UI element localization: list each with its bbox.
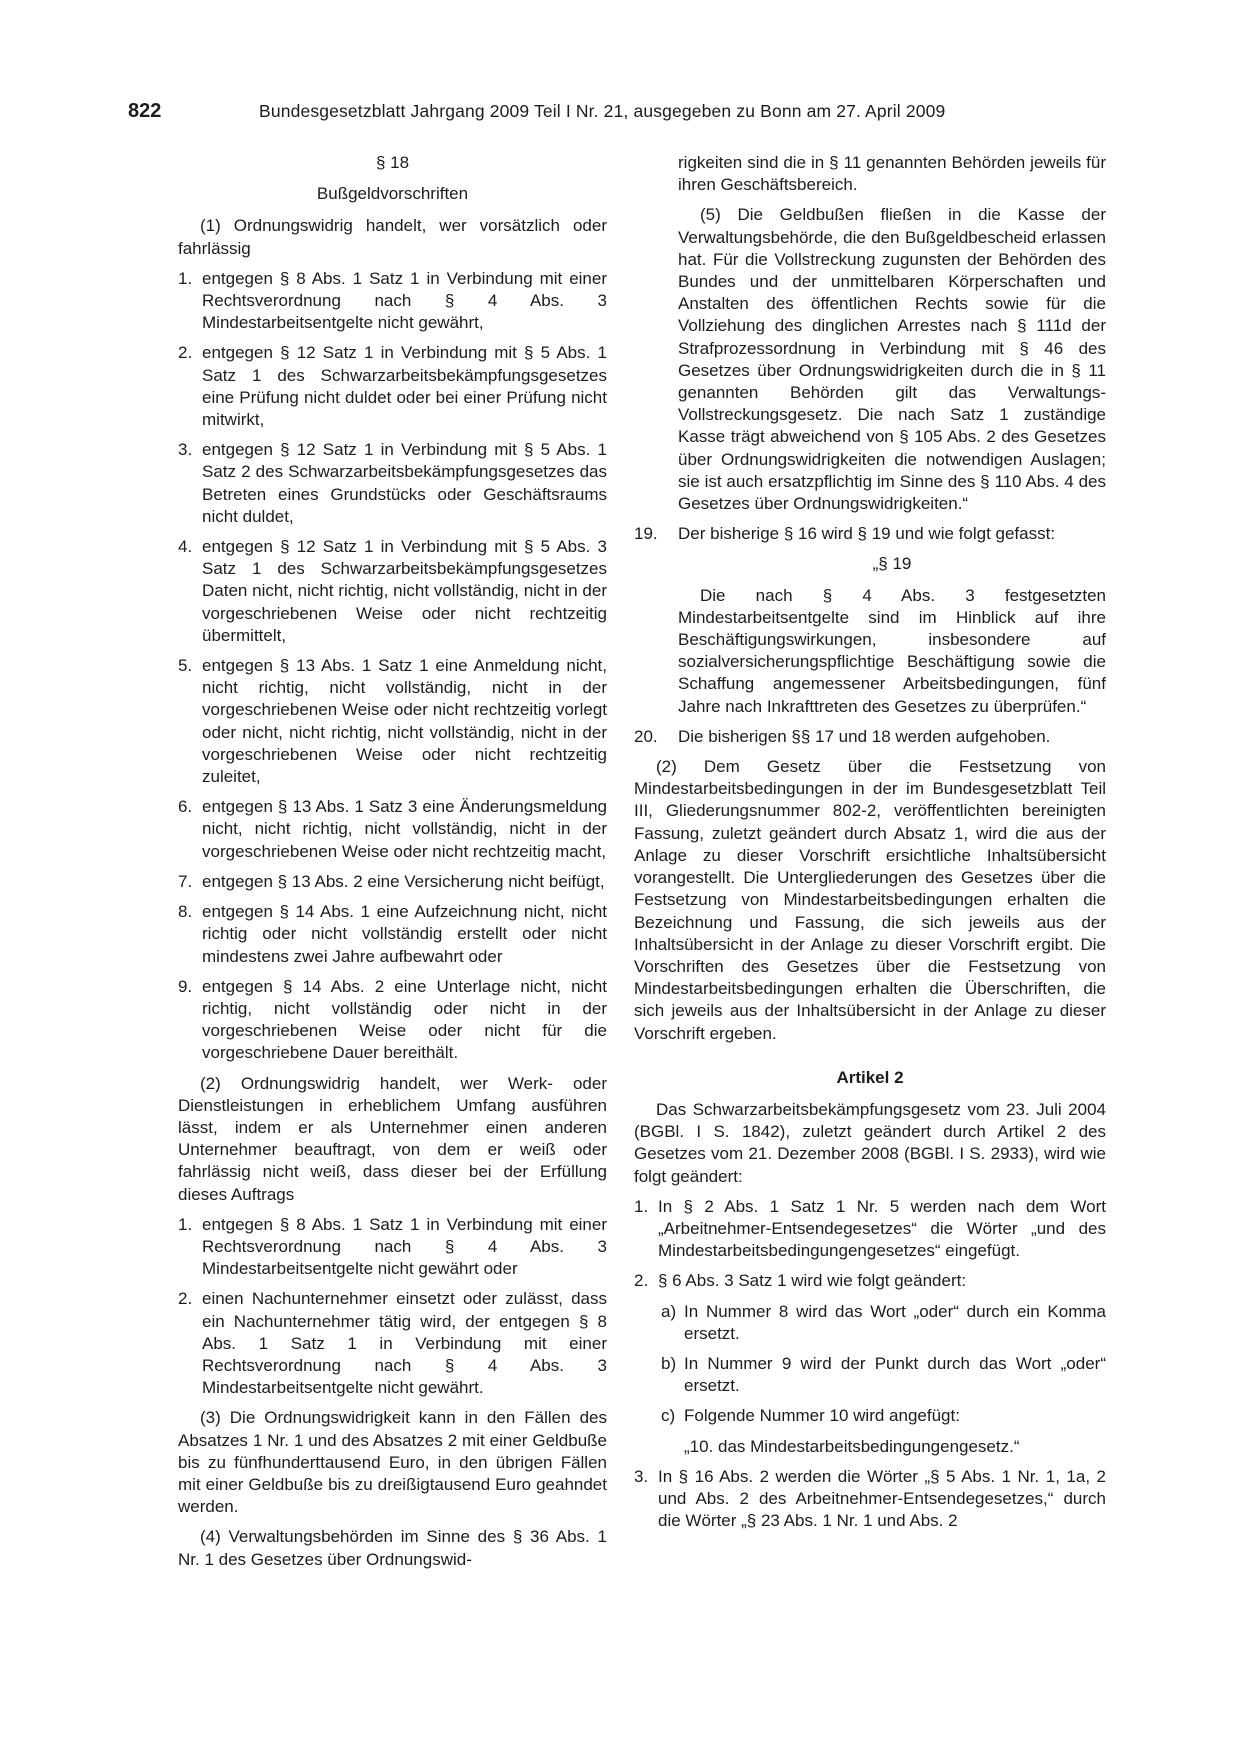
list-item-number: 2. — [178, 1289, 193, 1309]
item-18-block — [634, 152, 1106, 515]
paragraph-1-intro: (1) Ordnungswidrig handelt, wer vorsätzlich oder fahrlässig — [178, 216, 607, 258]
paragraph-2-list — [178, 1214, 607, 1400]
list-item-text: entgegen § 14 Abs. 1 eine Aufzeichnung nicht, nicht richtig oder nicht vollständig erstellt oder nicht mindestens zwei Jahre aufbewahrt oder — [202, 902, 607, 966]
list-item-number: 7. — [178, 871, 193, 891]
list-item — [178, 342, 607, 431]
list-item-text: entgegen § 12 Satz 1 in Verbindung mit § 5 Abs. 1 Satz 2 des Schwarzarbeitsbekämpfungsgesetzes das Betreten eines Grundstücks oder Geschäftsraums nicht duldet, — [202, 440, 607, 526]
list-item — [178, 901, 607, 968]
left-column — [178, 152, 607, 1579]
list-item — [178, 536, 607, 647]
list-item-number: 1. — [178, 268, 193, 288]
list-item — [178, 1288, 607, 1399]
sub-item-text: Folgende Nummer 10 wird angefügt: — [684, 1406, 960, 1426]
list-item-text: In § 2 Abs. 1 Satz 1 Nr. 5 werden nach dem Wort „Arbeitnehmer-Entsendegesetzes“ die Wörter „und des Mindestarbeitsbedingungengesetzes“ eingefügt. — [658, 1196, 1106, 1261]
paragraph-4: (4) Verwaltungsbehörden im Sinne des § 36 Abs. 1 Nr. 1 des Gesetzes über Ordnungswid- — [178, 1527, 607, 1569]
paragraph-1-list — [178, 268, 607, 1065]
page-number: 822 — [128, 100, 162, 122]
article-item-1 — [634, 1196, 1106, 1263]
list-item-text: entgegen § 14 Abs. 2 eine Unterlage nicht, nicht richtig, nicht vollständig oder nicht in der vorgeschriebenen Weise oder nicht für die vorgeschriebene Dauer bereithält. — [202, 976, 607, 1063]
sub-item-text: In Nummer 9 wird der Punkt durch das Wort „oder“ ersetzt. — [684, 1353, 1106, 1396]
list-item-text: § 6 Abs. 3 Satz 1 wird wie folgt geändert: — [658, 1271, 967, 1291]
list-item — [178, 871, 607, 893]
list-item-number: 4. — [178, 537, 193, 557]
list-item-number: 3. — [178, 440, 193, 460]
sub-item-letter: b) — [661, 1353, 677, 1373]
paragraph-5: (5) Die Geldbußen fließen in die Kasse der Verwaltungsbehörde, die den Bußgeldbescheid erlassen hat. Für die Vollstreckung zugunsten der Behörden des Bundes und der unmittelbaren Körperschaften und Anstalten des öffentlichen Rechts sowie für die Vollziehung des dinglichen Arrestes nach § 111d der Strafprozessordnung in Verbindung mit § 46 des Gesetzes über Ordnungswidrigkeiten durch die in § 11 genannten Behörden gilt das Verwaltungs-Vollstreckungsgesetz. Die nach Satz 1 zuständige Kasse trägt abweichend von § 105 Abs. 2 des Gesetzes über Ordnungswidrigkeiten die notwendigen Auslagen; sie ist auch ersatzpflichtig im Sinne des § 110 Abs. 4 des Gesetzes über Ordnungswidrigkeiten.“ — [678, 205, 1106, 514]
amendment-item-19 — [634, 523, 1106, 545]
list-item-text: entgegen § 12 Satz 1 in Verbindung mit § 5 Abs. 1 Satz 1 des Schwarzarbeitsbekämpfungsgesetzes eine Prüfung nicht duldet oder bei einer Prüfung nicht mitwirkt, — [202, 343, 607, 430]
sub-item-a — [634, 1301, 1106, 1345]
list-item-text: entgegen § 13 Abs. 1 Satz 3 eine Änderungsmeldung nicht, nicht richtig, nicht vollständig, nicht in der vorgeschriebenen Weise oder nicht rechtzeitig macht, — [202, 797, 607, 861]
section-title: Bußgeldvorschriften — [316, 184, 469, 204]
list-item — [178, 796, 607, 863]
list-item-number: 6. — [178, 797, 193, 817]
list-item — [178, 1214, 607, 1281]
sub-item-letter: a) — [661, 1301, 677, 1321]
paragraph-abs-2: (2) Dem Gesetz über die Festsetzung von Mindestarbeitsbedingungen in der im Bundesgesetzblatt Teil III, Gliederungsnummer 802-2, veröffentlichten bereinigten Fassung, zuletzt geändert durch Absatz 1, wird die aus der Anlage zu dieser Vorschrift ersichtliche Inhaltsübersicht vorangestellt. Die Untergliederungen des Gesetzes über die Festsetzung von Mindestarbeitsbedingungen erhalten die Bezeichnung und Fassung, die sich jeweils aus der Inhaltsübersicht in der Anlage zu dieser Vorschrift ergibt. Die Vorschriften des Gesetzes über die Festsetzung von Mindestarbeitsbedingungen erhalten die Überschriften, die sich jeweils aus der Inhaltsübersicht in der Anlage zu dieser Vorschrift ergeben. — [634, 757, 1106, 1043]
list-item-number: 2. — [178, 343, 193, 363]
running-title: Bundesgesetzblatt Jahrgang 2009 Teil I Nr. 21, ausgegeben zu Bonn am 27. April 2009 — [259, 101, 946, 121]
quoted-section-heading: „§ 19 — [872, 554, 912, 574]
list-item-text: Der bisherige § 16 wird § 19 und wie folgt gefasst: — [678, 524, 1056, 544]
quote-19-block — [634, 553, 1106, 717]
list-item-text: entgegen § 8 Abs. 1 Satz 1 in Verbindung mit einer Rechtsverordnung nach § 4 Abs. 3 Mindestarbeitsentgelte nicht gewährt oder — [202, 1214, 607, 1279]
article-item-3 — [634, 1466, 1106, 1533]
sub-item-c — [634, 1405, 1106, 1427]
list-item-number: 19. — [634, 524, 658, 544]
paragraph-4-continued: rigkeiten sind die in § 11 genannten Behörden jeweils für ihren Geschäftsbereich. — [678, 153, 1106, 195]
list-item-text: einen Nachunternehmer einsetzt oder zulässt, dass ein Nachunternehmer tätig wird, der entgegen § 8 Abs. 1 Satz 1 in Verbindung mit einer Rechtsverordnung nach § 4 Abs. 3 Mindestarbeitsentgelte nicht gewährt. — [202, 1289, 607, 1398]
list-item-text: entgegen § 13 Abs. 1 Satz 1 eine Anmeldung nicht, nicht richtig, nicht vollständig, nicht in der vorgeschriebenen Weise oder nicht rechtzeitig vorlegt oder nicht, nicht richtig, nicht vollständig, nicht in der vorgeschriebenen Weise oder nicht rechtzeitig zuleitet, — [202, 656, 607, 787]
article-title: Artikel 2 — [836, 1067, 904, 1087]
right-column — [634, 152, 1106, 1540]
article-intro: Das Schwarzarbeitsbekämpfungsgesetz vom 23. Juli 2004 (BGBl. I S. 1842), zuletzt geändert durch Artikel 2 des Gesetzes vom 21. Dezember 2008 (BGBl. I S. 2933), wird wie folgt geändert: — [634, 1099, 1106, 1186]
sub-item-b — [634, 1353, 1106, 1397]
list-item-text: In § 16 Abs. 2 werden die Wörter „§ 5 Abs. 1 Nr. 1, 1a, 2 und Abs. 2 des Arbeitnehmer-Entsendegesetzes,“ durch die Wörter „§ 23 Abs. 1 Nr. 1 und Abs. 2 — [658, 1466, 1106, 1531]
article-item-2 — [634, 1270, 1106, 1292]
paragraph-3: (3) Die Ordnungswidrigkeit kann in den Fällen des Absatzes 1 Nr. 1 und des Absatzes 2 mit einer Geldbuße bis zu fünfhunderttausend Euro, in den übrigen Fällen mit einer Geldbuße bis zu dreißigtausend Euro geahndet werden. — [178, 1408, 607, 1517]
sub-item-letter: c) — [661, 1406, 676, 1426]
quoted-number-10: „10. das Mindestarbeitsbedingungengesetz.“ — [684, 1436, 1020, 1456]
list-item-text: entgegen § 12 Satz 1 in Verbindung mit § 5 Abs. 3 Satz 1 des Schwarzarbeitsbekämpfungsgesetzes Daten nicht, nicht richtig, nicht vollständig, nicht in der vorgeschriebenen Weise oder nicht rechtzeitig übermittelt, — [202, 537, 607, 645]
list-item — [178, 439, 607, 528]
paragraph-2-intro: (2) Ordnungswidrig handelt, wer Werk- oder Dienstleistungen in erheblichem Umfang ausführen lässt, indem er als Unternehmer einen anderen Unternehmer beauftragt, von dem er weiß oder fahrlässig nicht weiß, dass dieser bei der Erfüllung dieses Auftrags — [178, 1073, 607, 1204]
page-header — [128, 100, 1108, 126]
list-item-number: 3. — [634, 1466, 649, 1486]
list-item-text: Die bisherigen §§ 17 und 18 werden aufgehoben. — [678, 726, 1051, 746]
section-number: § 18 — [375, 153, 410, 172]
list-item-text: entgegen § 8 Abs. 1 Satz 1 in Verbindung mit einer Rechtsverordnung nach § 4 Abs. 3 Mindestarbeitsentgelte nicht gewährt, — [202, 268, 607, 333]
amendment-item-20 — [634, 726, 1106, 748]
list-item-number: 9. — [178, 976, 193, 996]
list-item — [178, 655, 607, 788]
list-item-text: entgegen § 13 Abs. 2 eine Versicherung nicht beifügt, — [202, 871, 605, 891]
list-item-number: 20. — [634, 726, 658, 746]
quoted-section-text: Die nach § 4 Abs. 3 festgesetzten Mindestarbeitsentgelte sind im Hinblick auf ihre Beschäftigungswirkungen, insbesondere auf sozialversicherungspflichtige Beschäftigung sowie die Schaffung angemessener Arbeitsbedingungen, fünf Jahre nach Inkrafttreten des Gesetzes zu überprüfen.“ — [678, 585, 1106, 716]
list-item-number: 5. — [178, 656, 193, 676]
list-item-number: 2. — [634, 1271, 649, 1291]
list-item — [178, 976, 607, 1065]
list-item-number: 1. — [634, 1196, 649, 1216]
list-item-number: 1. — [178, 1214, 193, 1234]
list-item-number: 8. — [178, 902, 193, 922]
list-item — [178, 268, 607, 335]
sub-item-text: In Nummer 8 wird das Wort „oder“ durch ein Komma ersetzt. — [684, 1301, 1106, 1343]
